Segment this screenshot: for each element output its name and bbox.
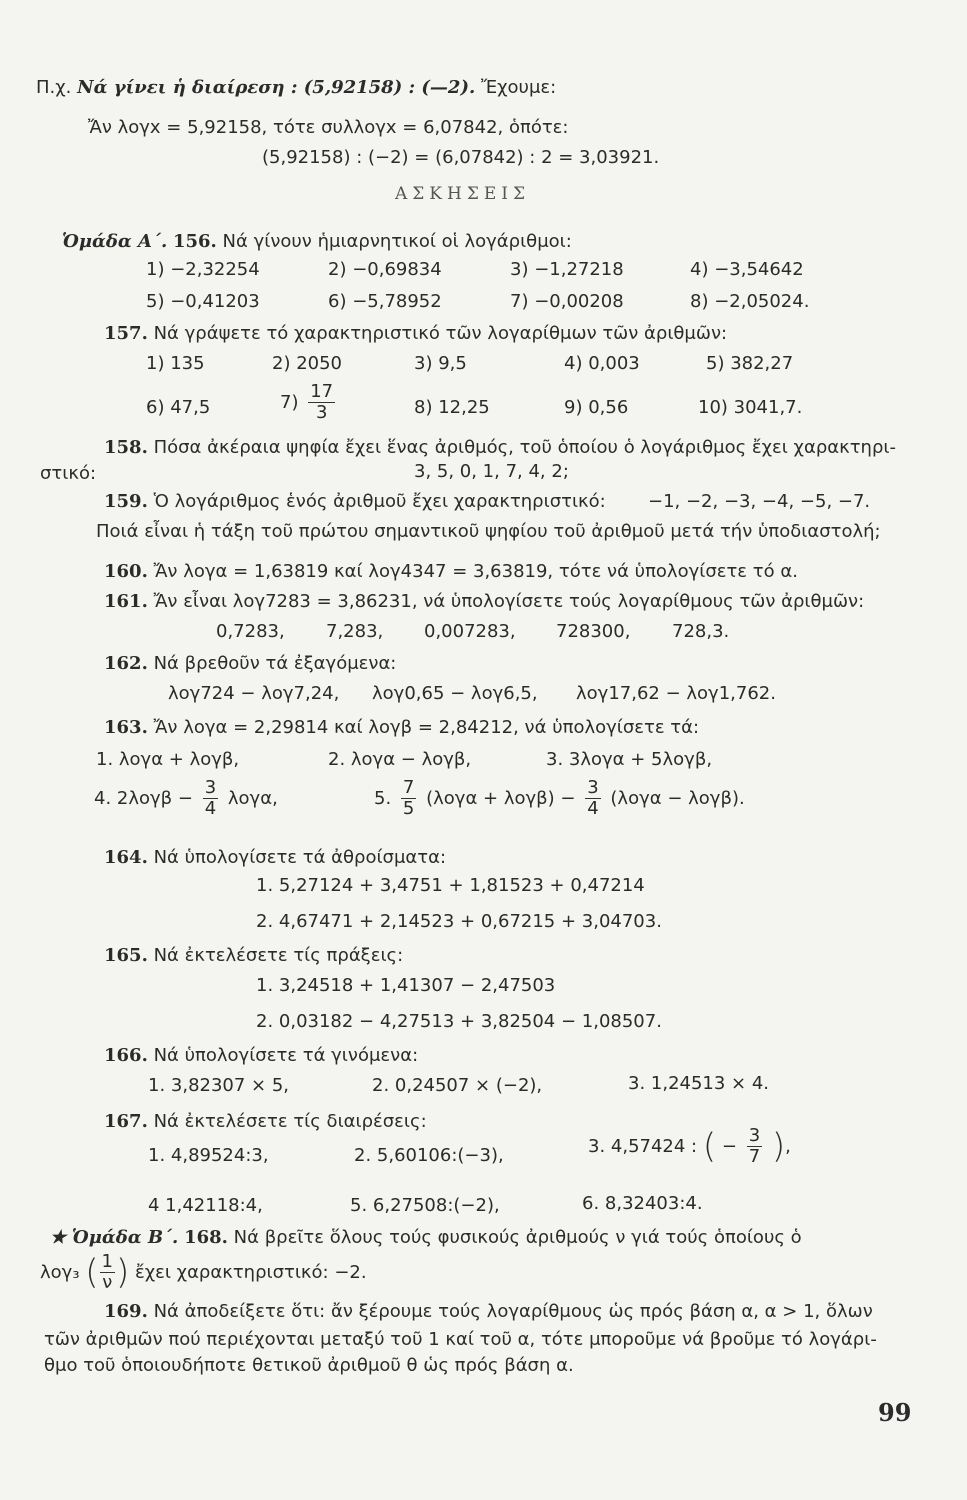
group-a-label: Ὁμάδα Α΄. bbox=[62, 231, 168, 252]
exercise-number: 167. bbox=[104, 1111, 148, 1132]
exercises-heading: ΑΣΚΗΣΕΙΣ bbox=[395, 184, 530, 204]
fraction bbox=[100, 1252, 115, 1293]
exercise-169 bbox=[104, 1300, 873, 1324]
exercise-text: Ὁ λογάριθμος ἑνός ἀριθμοῦ ἔχει χαρακτηριστικό: bbox=[153, 491, 606, 512]
ex167-item: 2. 5,60106:(−3), bbox=[354, 1145, 504, 1166]
exercise-167 bbox=[104, 1110, 427, 1134]
item-text: λογα, bbox=[227, 788, 278, 809]
ex166-item: 3. 1,24513 × 4. bbox=[628, 1073, 770, 1094]
fraction-denominator: ν bbox=[102, 1272, 113, 1293]
ex164-item: 1. 5,27124 + 3,4751 + 1,81523 + 0,47214 bbox=[256, 875, 645, 896]
exercise-168 bbox=[50, 1226, 802, 1250]
ex157-item: 8) 12,25 bbox=[414, 397, 490, 418]
exercise-text: Νά ὑπολογίσετε τά ἀθροίσματα: bbox=[153, 847, 447, 868]
exercise-158 bbox=[104, 436, 896, 460]
exercise-number: 156. bbox=[172, 231, 217, 252]
ex159-values: −1, −2, −3, −4, −5, −7. bbox=[648, 491, 871, 512]
exercise-number: 169. bbox=[104, 1301, 148, 1322]
exercise-text: Πόσα ἀκέραια ψηφία ἔχει ἕνας ἀριθμός, τοῦ ὁποίου ὁ λογάριθμος ἔχει χαρακτηρι- bbox=[153, 437, 896, 458]
ex156-item: 4) −3,54642 bbox=[690, 259, 804, 280]
ex157-item-fraction bbox=[280, 382, 339, 423]
ex157-item: 6) 47,5 bbox=[146, 397, 211, 418]
ex168-continuation bbox=[40, 1252, 367, 1293]
fraction-denominator: 7 bbox=[748, 1146, 761, 1167]
fraction-denominator: 3 bbox=[315, 402, 328, 423]
fraction-denominator: 4 bbox=[587, 798, 599, 819]
exercise-text: Νά ὑπολογίσετε τά γινόμενα: bbox=[153, 1045, 419, 1066]
exercise-number: 160. bbox=[104, 561, 148, 582]
group-b-label: Ὁμάδα Β΄. bbox=[71, 1227, 179, 1248]
fraction-denominator: 4 bbox=[204, 798, 217, 819]
fraction-numerator: 7 bbox=[402, 777, 415, 798]
star-marker: ★ bbox=[50, 1227, 67, 1248]
fraction bbox=[203, 778, 218, 819]
exercise-number: 168. bbox=[184, 1227, 228, 1248]
exercise-number: 158. bbox=[104, 437, 148, 458]
example-title: Νά γίνει ἡ διαίρεση : (5,92158) : (—2). bbox=[77, 77, 476, 98]
exercise-text: Νά βρεῖτε ὅλους τούς φυσικούς ἀριθμούς ν γιά τούς ὁποίους ὁ bbox=[233, 1227, 802, 1248]
ex164-item: 2. 4,67471 + 2,14523 + 0,67215 + 3,04703. bbox=[256, 911, 662, 932]
ex165-item: 1. 3,24518 + 1,41307 − 2,47503 bbox=[256, 975, 556, 996]
fraction-numerator: 3 bbox=[204, 777, 217, 798]
log-base-3: λογ₃ bbox=[40, 1262, 80, 1283]
ex156-item: 2) −0,69834 bbox=[328, 259, 442, 280]
exercise-text: Νά βρεθοῦν τά ἐξαγόμενα: bbox=[153, 653, 397, 674]
open-paren: ( bbox=[85, 1252, 99, 1293]
ex167-item-3: 3. 4,57424 : ( − $\frac{3}{7}$ ), bbox=[588, 1125, 791, 1167]
open-paren: ( bbox=[702, 1126, 717, 1167]
item-text: 3. 4,57424 : bbox=[588, 1136, 698, 1157]
ex165-item: 2. 0,03182 − 4,27513 + 3,82504 − 1,08507. bbox=[256, 1011, 662, 1032]
ex157-item: 5) 382,27 bbox=[706, 353, 794, 374]
item-label: 7) bbox=[280, 392, 299, 413]
ex161-value: 728,3. bbox=[672, 621, 730, 642]
ex162-value: λογ724 − λογ7,24, bbox=[168, 683, 340, 704]
ex156-item: 5) −0,41203 bbox=[146, 291, 260, 312]
page-number: 99 bbox=[878, 1398, 912, 1427]
item-text: (λογα + λογβ) − bbox=[426, 788, 576, 809]
ex157-item: 3) 9,5 bbox=[414, 353, 467, 374]
exercise-number: 162. bbox=[104, 653, 148, 674]
close-paren: ) bbox=[771, 1126, 786, 1167]
ex166-item: 1. 3,82307 × 5, bbox=[148, 1075, 290, 1096]
ex162-value: λογ17,62 − λογ1,762. bbox=[576, 683, 776, 704]
ex157-item: 10) 3041,7. bbox=[698, 397, 803, 418]
ex161-value: 0,7283, bbox=[216, 621, 285, 642]
exercise-text: Νά γράψετε τό χαρακτηριστικό τῶν λογαρίθμων τῶν ἀριθμῶν: bbox=[153, 323, 728, 344]
exercise-number: 165. bbox=[104, 945, 148, 966]
fraction bbox=[747, 1126, 762, 1167]
ex156-item: 3) −1,27218 bbox=[510, 259, 624, 280]
item-text: (λογα − λογβ). bbox=[610, 788, 745, 809]
item-label: 5. bbox=[374, 788, 392, 809]
exercise-text: Ἄν εἶναι λογ7283 = 3,86231, νά ὑπολογίσετε τούς λογαρίθμους τῶν ἀριθμῶν: bbox=[153, 591, 865, 612]
ex167-item: 4 1,42118:4, bbox=[148, 1195, 263, 1216]
ex163-item: 1. λογα + λογβ, bbox=[96, 749, 240, 770]
example-line-1 bbox=[36, 76, 556, 100]
ex157-item: 2) 2050 bbox=[272, 353, 343, 374]
ex156-item: 8) −2,05024. bbox=[690, 291, 810, 312]
exercise-165 bbox=[104, 944, 403, 968]
exercise-number: 161. bbox=[104, 591, 148, 612]
ex167-item: 1. 4,89524:3, bbox=[148, 1145, 269, 1166]
exercise-text: Ἄν λογα = 2,29814 καί λογβ = 2,84212, νά ὑπολογίσετε τά: bbox=[153, 717, 700, 738]
item-text: ἔχει χαρακτηριστικό: −2. bbox=[135, 1262, 367, 1283]
exercise-160 bbox=[104, 560, 798, 584]
ex156-item: 1) −2,32254 bbox=[146, 259, 260, 280]
ex169-line-2: τῶν ἀριθμῶν πού περιέχονται μεταξύ τοῦ 1 καί τοῦ α, τότε μποροῦμε νά βροῦμε τό λογάρι- bbox=[44, 1329, 877, 1350]
exercise-156 bbox=[62, 230, 572, 254]
exercise-157 bbox=[104, 322, 727, 346]
ex167-item: 5. 6,27508:(−2), bbox=[350, 1195, 500, 1216]
fraction bbox=[585, 778, 600, 819]
ex159-question: Ποιά εἶναι ἡ τάξη τοῦ πρώτου σημαντικοῦ ψηφίου τοῦ ἀριθμοῦ μετά τήν ὑποδιαστολή; bbox=[96, 521, 881, 542]
ex163-item: 3. 3λογα + 5λογβ, bbox=[546, 749, 713, 770]
exercise-166 bbox=[104, 1044, 418, 1068]
ex158-values: 3, 5, 0, 1, 7, 4, 2; bbox=[414, 461, 569, 482]
ex161-value: 0,007283, bbox=[424, 621, 516, 642]
exercise-161 bbox=[104, 590, 864, 614]
ex163-item-5 bbox=[374, 778, 745, 819]
ex163-item: 2. λογα − λογβ, bbox=[328, 749, 472, 770]
ex163-item-4 bbox=[94, 778, 278, 819]
ex161-value: 7,283, bbox=[326, 621, 384, 642]
exercise-text: Νά ἀποδείξετε ὅτι: ἄν ξέρουμε τούς λογαρίθμους ὡς πρός βάση α, α > 1, ὅλων bbox=[153, 1301, 873, 1322]
example-line-3: (5,92158) : (−2) = (6,07842) : 2 = 3,03921. bbox=[262, 147, 660, 168]
exercise-number: 163. bbox=[104, 717, 148, 738]
fraction-numerator: 1 bbox=[101, 1251, 113, 1272]
exercise-159 bbox=[104, 490, 606, 514]
fraction-denominator: 5 bbox=[402, 798, 415, 819]
ex166-item: 2. 0,24507 × (−2), bbox=[372, 1075, 543, 1096]
ex169-line-3: θμο τοῦ ὁποιουδήποτε θετικοῦ ἀριθμοῦ θ ὡς πρός βάση α. bbox=[44, 1355, 574, 1376]
exercise-number: 157. bbox=[104, 323, 148, 344]
exercise-text: Νά ἐκτελέσετε τίς πράξεις: bbox=[153, 945, 404, 966]
exercise-number: 159. bbox=[104, 491, 148, 512]
example-line-2: Ἄν λογx = 5,92158, τότε συλλογx = 6,07842, ὁπότε: bbox=[88, 117, 569, 138]
exercise-163 bbox=[104, 716, 699, 740]
ex158-continuation: στικό: bbox=[40, 463, 97, 484]
fraction-numerator: 3 bbox=[748, 1125, 761, 1146]
exercise-164 bbox=[104, 846, 446, 870]
minus-sign: − bbox=[721, 1136, 737, 1157]
ex157-item: 9) 0,56 bbox=[564, 397, 629, 418]
ex161-value: 728300, bbox=[556, 621, 631, 642]
exercise-162 bbox=[104, 652, 396, 676]
ex167-item: 6. 8,32403:4. bbox=[582, 1193, 703, 1214]
exercise-text: Νά ἐκτελέσετε τίς διαιρέσεις: bbox=[153, 1111, 427, 1132]
item-text: 4. 2λογβ − bbox=[94, 788, 193, 809]
ex162-value: λογ0,65 − λογ6,5, bbox=[372, 683, 538, 704]
exercise-text: Ἄν λογα = 1,63819 καί λογ4347 = 3,63819, τότε νά ὑπολογίσετε τό α. bbox=[153, 561, 798, 582]
example-tail: Ἔχουμε: bbox=[480, 77, 557, 98]
fraction-numerator: 3 bbox=[587, 777, 599, 798]
fraction bbox=[308, 382, 335, 423]
example-intro: Π.χ. bbox=[36, 77, 72, 98]
exercise-number: 166. bbox=[104, 1045, 148, 1066]
exercise-number: 164. bbox=[104, 847, 148, 868]
ex157-item: 1) 135 bbox=[146, 353, 205, 374]
fraction bbox=[401, 778, 416, 819]
ex157-item: 4) 0,003 bbox=[564, 353, 640, 374]
close-paren: ) bbox=[116, 1252, 130, 1293]
ex156-item: 7) −0,00208 bbox=[510, 291, 624, 312]
exercise-text: Νά γίνουν ἡμιαρνητικοί οἱ λογάριθμοι: bbox=[222, 231, 572, 252]
ex156-item: 6) −5,78952 bbox=[328, 291, 442, 312]
fraction-numerator: 17 bbox=[310, 381, 334, 402]
